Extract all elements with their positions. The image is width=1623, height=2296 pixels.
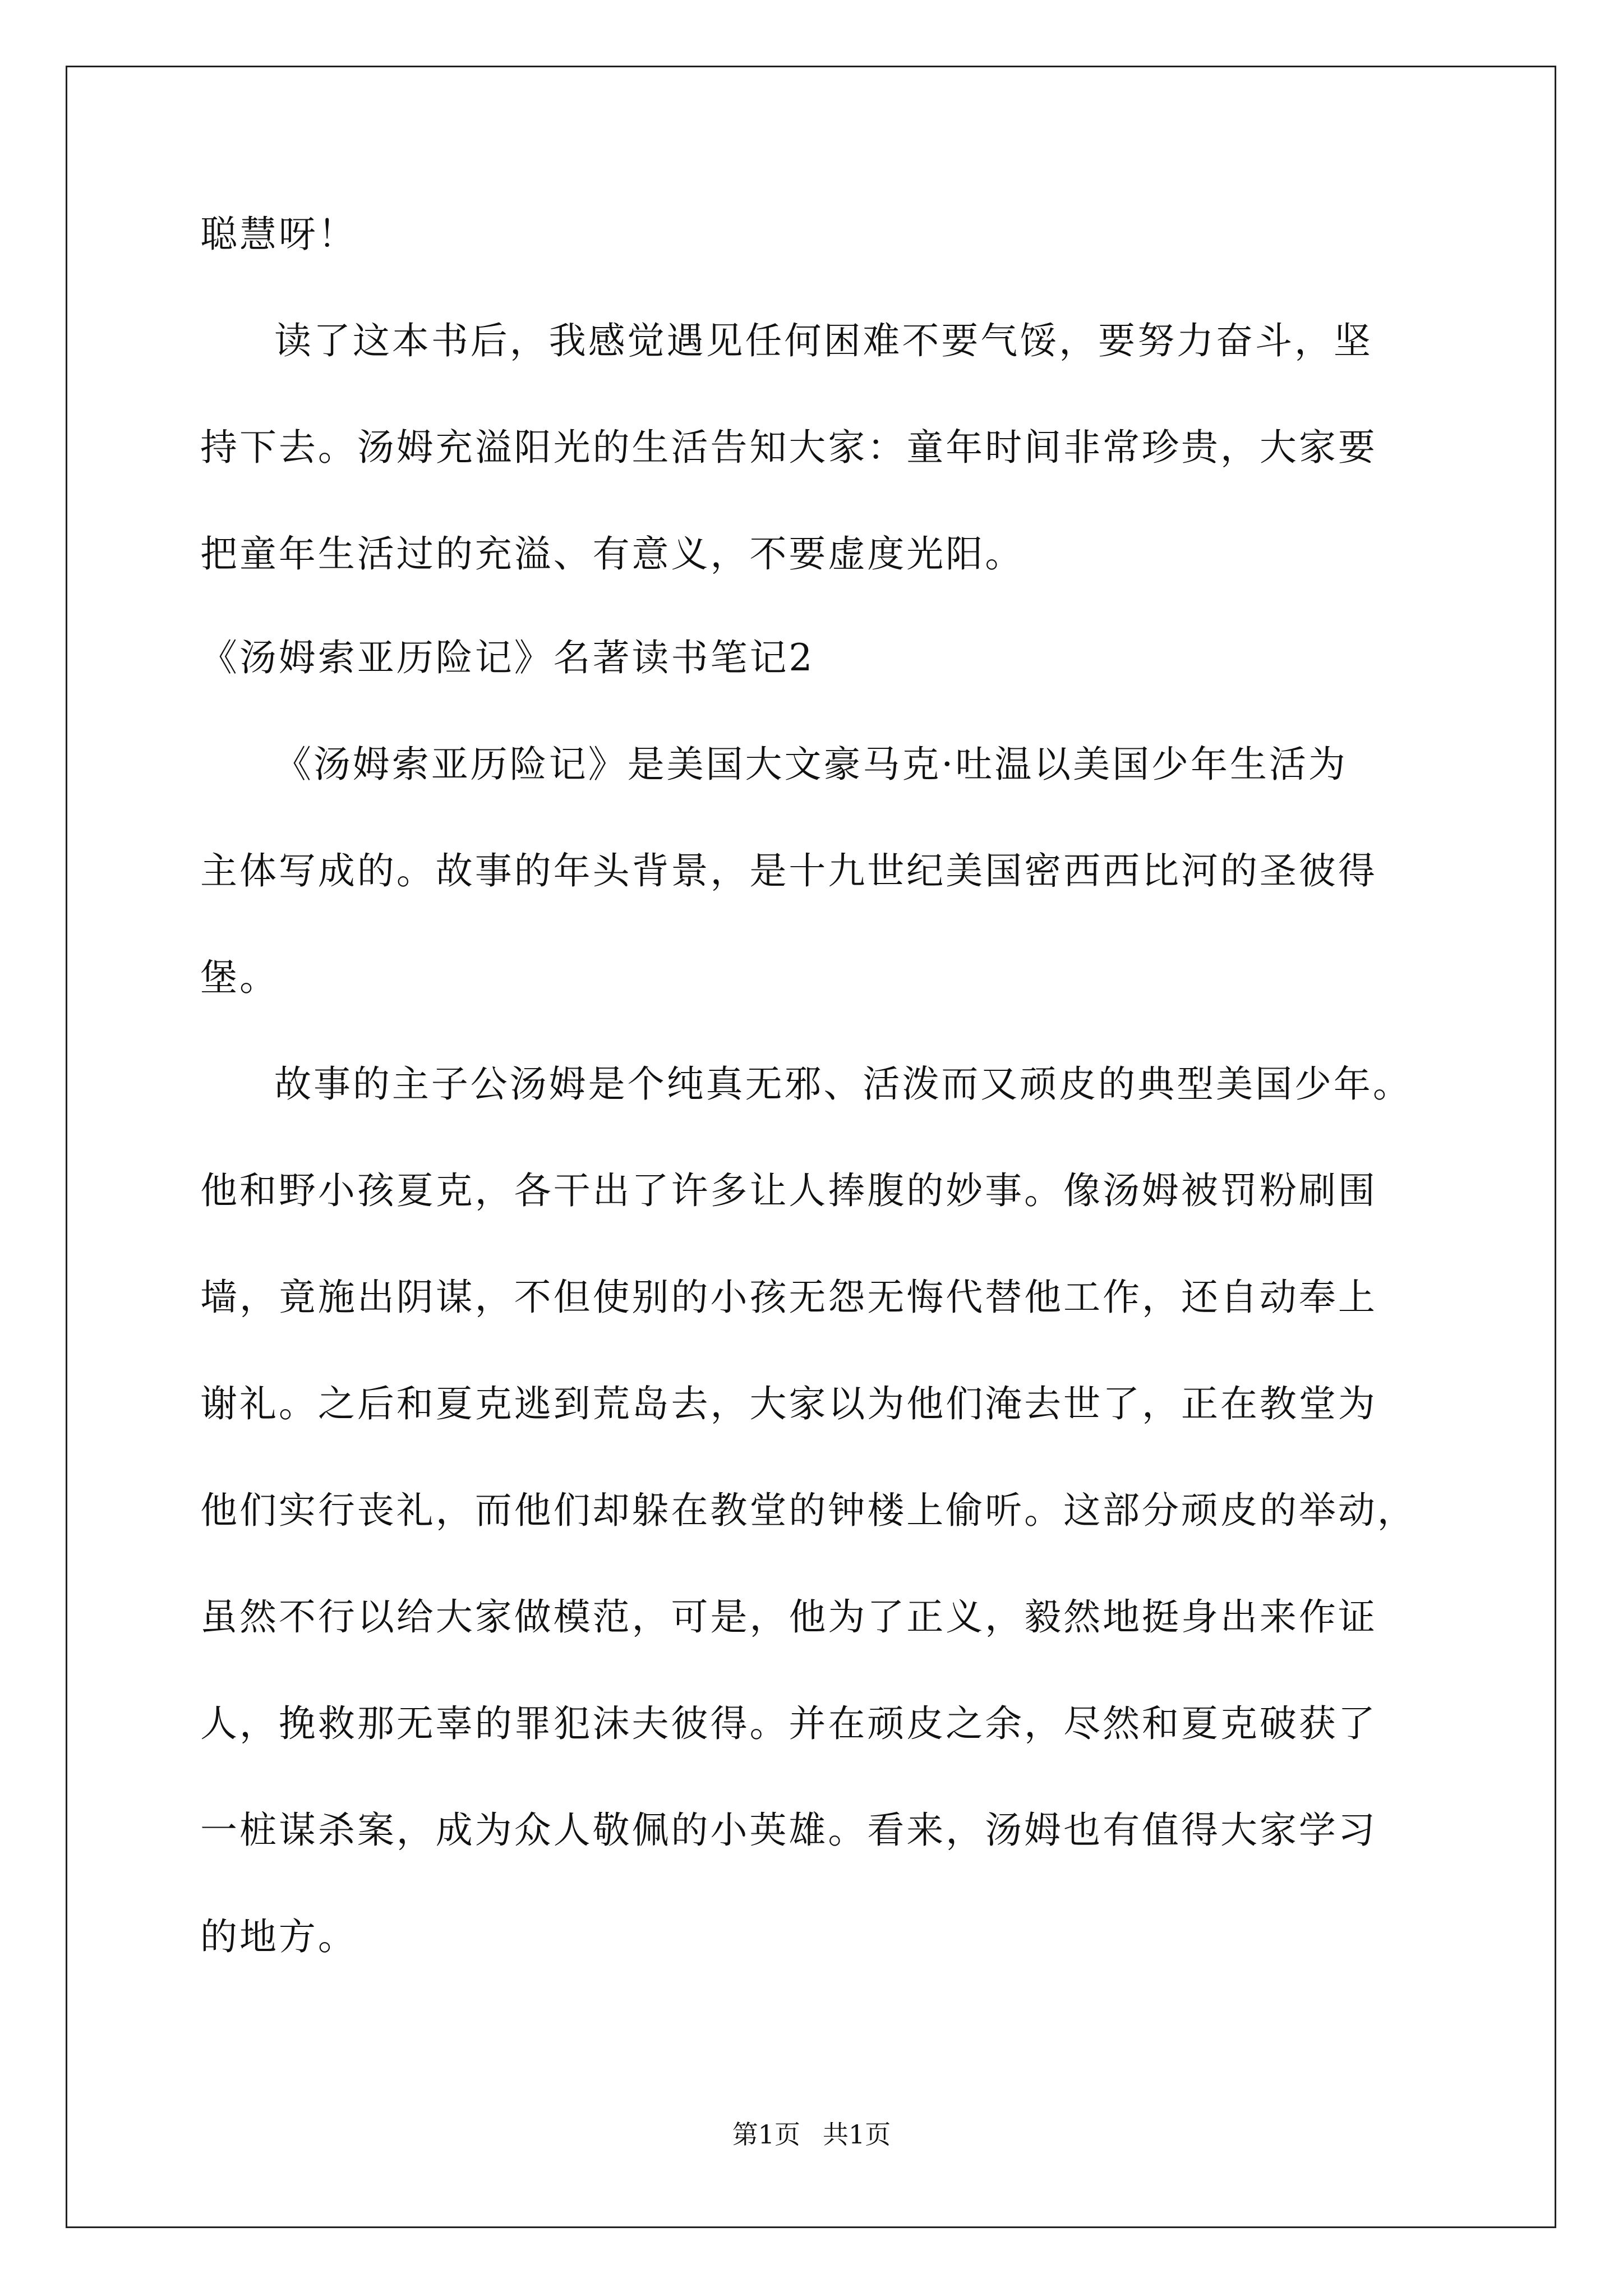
paragraph-line: 故事的主子公汤姆是个纯真无邪、活泼而又顽皮的典型美国少年。 [274, 1062, 1412, 1106]
text-line: 虽然不行以给大家做模范，可是，他为了正义，毅然地挺身出来作证 [200, 1595, 1377, 1639]
page-total: 共1页 [823, 2119, 891, 2150]
paragraph-line: 《汤姆索亚历险记》是美国大文豪马克·吐温以美国少年生活为 [274, 743, 1348, 786]
text-line: 谢礼。之后和夏克逃到荒岛去，大家以为他们淹去世了，正在教堂为 [200, 1382, 1377, 1425]
page-number: 第1页 [732, 2119, 800, 2150]
text-line: 把童年生活过的充溢、有意义，不要虚度光阳。 [200, 532, 1025, 576]
text-line: 堡。 [200, 956, 279, 999]
page-footer [0, 2118, 1623, 2151]
section-heading: 《汤姆索亚历险记》名著读书笔记2 [200, 636, 815, 679]
text-line: 他们实行丧礼，而他们却躲在教堂的钟楼上偷听。这部分顽皮的举动， [200, 1489, 1417, 1532]
text-line: 人，挽救那无辜的罪犯沫夫彼得。并在顽皮之余，尽然和夏克破获了 [200, 1702, 1377, 1745]
text-line: 主体写成的。故事的年头背景，是十九世纪美国密西西比河的圣彼得 [200, 849, 1377, 892]
page-border [66, 66, 1556, 2228]
text-line: 的地方。 [200, 1915, 357, 1958]
paragraph-line: 读了这本书后，我感觉遇见任何困难不要气馁，要努力奋斗，坚 [274, 319, 1373, 362]
text-line: 他和野小孩夏克，各干出了许多让人捧腹的妙事。像汤姆被罚粉刷围 [200, 1169, 1377, 1212]
text-line: 墙，竟施出阴谋，不但使别的小孩无怨无悔代替他工作，还自动奉上 [200, 1276, 1377, 1319]
text-line: 持下去。汤姆充溢阳光的生活告知大家：童年时间非常珍贵，大家要 [200, 426, 1377, 469]
text-line: 一桩谋杀案，成为众人敬佩的小英雄。看来，汤姆也有值得大家学习 [200, 1809, 1377, 1852]
text-line: 聪慧呀！ [200, 213, 357, 256]
